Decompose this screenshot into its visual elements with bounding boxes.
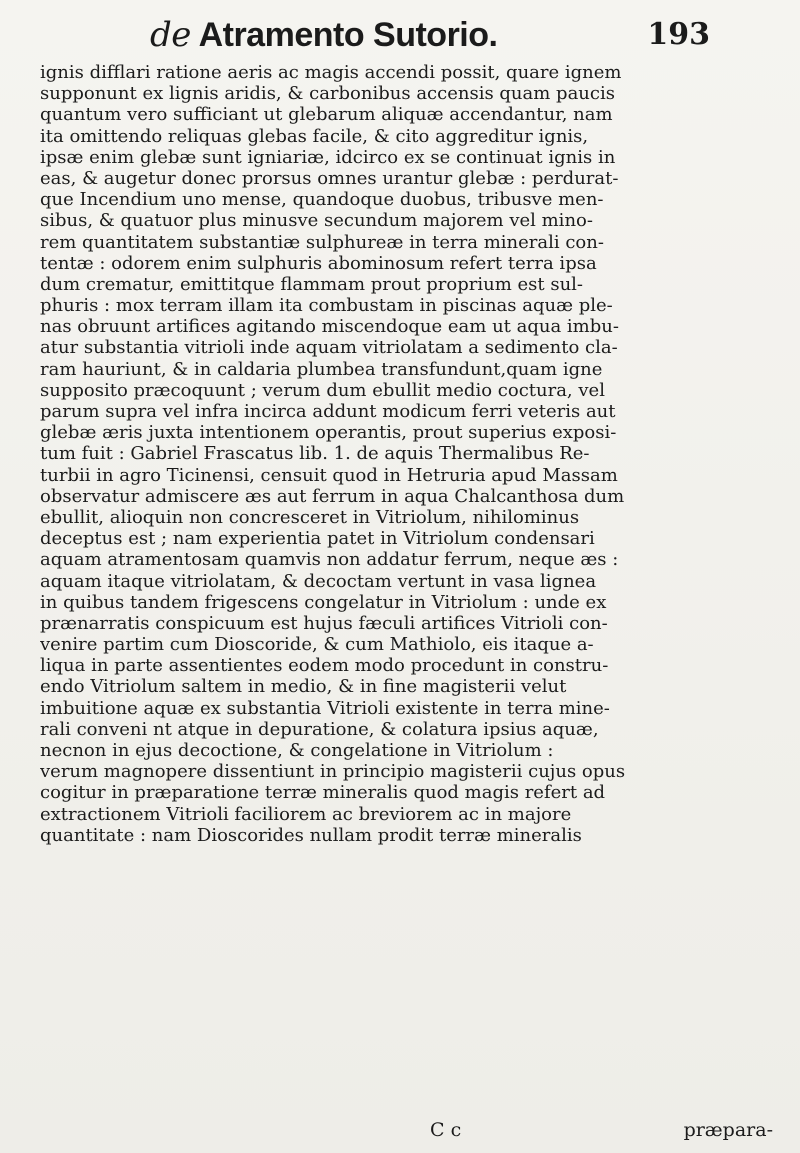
title-main: Atramento Sutorio. [198,16,498,54]
text-line: quantitate : nam Dioscorides nullam prodit terræ mineralis [40,824,582,846]
text-line: ita omittendo reliquas glebas facile, & cito aggreditur ignis, [40,125,589,147]
text-line: nas obruunt artifices agitando miscendoque eam ut aqua imbu- [40,316,619,338]
body-text [40,62,775,846]
text-line: supponunt ex lignis aridis, & carbonibus accensis quam paucis [40,83,615,105]
running-head [150,14,710,60]
text-line: dum crematur, emittitque flammam prout proprium est sul- [40,273,584,295]
text-line: phuris : mox terram illam ita combustam in piscinas aquæ ple- [40,295,613,317]
text-line: prænarratis conspicuum est hujus fæculi artifices Vitrioli con- [40,612,608,634]
text-line: observatur admiscere æs aut ferrum in aqua Chalcanthosa dum [40,485,625,507]
text-line: rem quantitatem substantiæ sulphureæ in terra minerali con- [40,231,604,253]
text-line: quantum vero sufficiant ut glebarum aliquæ accendantur, nam [40,104,613,126]
text-line: ebullit, alioquin non concresceret in Vitriolum, nihilominus [40,506,580,528]
text-line: venire partim cum Dioscoride, & cum Mathiolo, eis itaque a- [40,634,594,656]
text-line: supposito præcoquunt ; verum dum ebullit medio coctura, vel [40,379,605,401]
text-line: tentæ : odorem enim sulphuris abominosum refert terra ipsa [40,252,597,274]
text-line: eas, & augetur donec prorsus omnes urantur glebæ : perdurat- [40,167,619,189]
text-line: cogitur in præparatione terræ mineralis quod magis refert ad [40,782,606,804]
text-line: in quibus tandem frigescens congelatur in Vitriolum : unde ex [40,591,607,613]
text-line: turbii in agro Ticinensi, censuit quod in Hetruria apud Massam [40,464,618,486]
text-line: deceptus est ; nam experientia patet in Vitriolum condensari [40,528,595,550]
text-line: necnon in ejus decoctione, & congelatione in Vitriolum : [40,740,554,761]
text-line: endo Vitriolum saltem in medio, & in fine magisterii velut [40,676,567,698]
page-footer [40,1118,775,1142]
text-line: sibus, & quatuor plus minusve secundum majorem vel mino- [40,210,593,232]
text-line: parum supra vel infra incirca addunt modicum ferri veteris aut [40,401,616,422]
text-line: liqua in parte assentientes eodem modo procedunt in constru- [40,655,609,677]
text-line: ram hauriunt, & in caldaria plumbea transfundunt,quam igne [40,358,603,380]
page-number: 193 [647,17,710,52]
text-line: verum magnopere dissentiunt in principio magisterii cujus opus [40,761,626,783]
text-line: que Incendium uno mense, quandoque duobus, tribusve men- [40,189,604,211]
signature-mark: C c [430,1119,462,1141]
title-lead: de [150,15,191,55]
text-line: extractionem Vitrioli faciliorem ac breviorem ac in majore [40,803,572,825]
catchword: præpara- [683,1119,773,1141]
text-line: aquam atramentosam quamvis non addatur ferrum, neque æs : [40,549,619,571]
page-title [150,14,497,56]
text-line: tum fuit : Gabriel Frascatus lib. 1. de aquis Thermalibus Re- [40,443,590,465]
text-line: aquam itaque vitriolatam, & decoctam vertunt in vasa lignea [40,570,597,592]
text-line: glebæ æris juxta intentionem operantis, prout superius exposi- [40,422,617,444]
text-line: ignis difflari ratione aeris ac magis accendi possit, quare ignem [40,62,622,83]
text-line: rali conveni nt atque in depuratione, & colatura ipsius aquæ, [40,718,599,740]
text-line: ipsæ enim glebæ sunt igniariæ, idcirco ex se continuat ignis in [40,146,616,168]
text-line: atur substantia vitrioli inde aquam vitriolatam a sedimento cla- [40,337,618,359]
text-line: imbuitione aquæ ex substantia Vitrioli existente in terra mine- [40,697,610,719]
